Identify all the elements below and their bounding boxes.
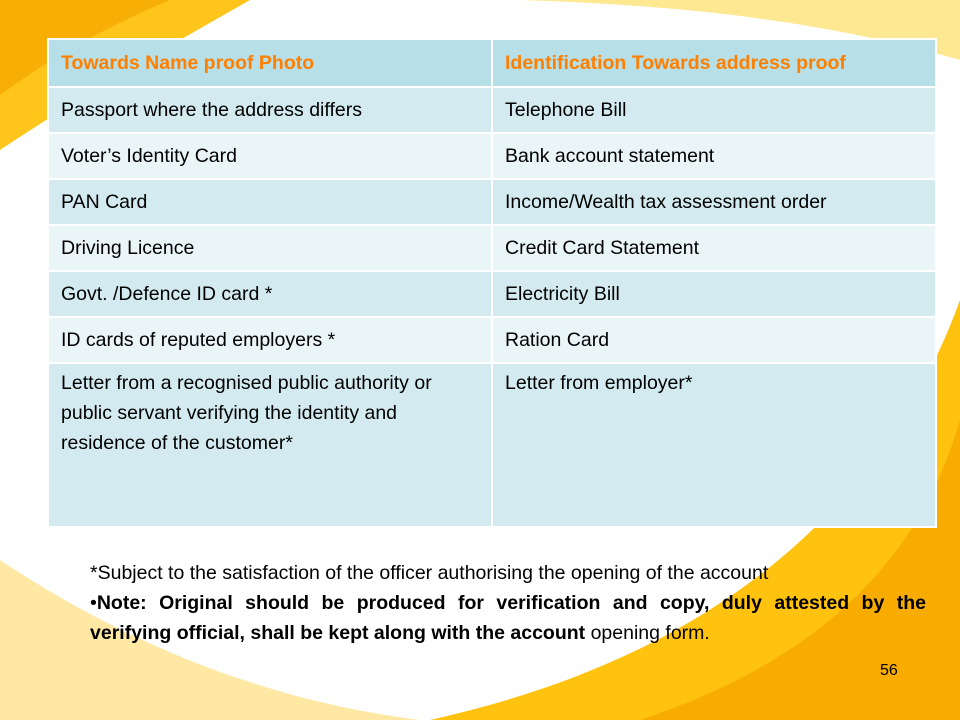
address-proof-cell: Bank account statement [492,133,936,179]
page-number: 56 [880,662,898,679]
id-proof-table [47,38,937,528]
table-row [48,317,936,363]
table-row [48,179,936,225]
notes-section [90,558,926,648]
name-proof-cell: Driving Licence [48,225,492,271]
address-proof-cell: Letter from employer* [492,363,936,527]
name-proof-cell: Passport where the address differs [48,87,492,133]
address-proof-cell: Credit Card Statement [492,225,936,271]
table-row [48,363,936,527]
header-address-proof: Identification Towards address proof [492,39,936,87]
bullet: • [90,592,97,614]
note-paragraph [90,588,926,648]
address-proof-cell: Income/Wealth tax assessment order [492,179,936,225]
table-header-row [48,39,936,87]
table-row [48,133,936,179]
footnote: *Subject to the satisfaction of the officer authorising the opening of the account [90,562,769,584]
address-proof-cell: Telephone Bill [492,87,936,133]
table-row [48,87,936,133]
name-proof-cell: ID cards of reputed employers * [48,317,492,363]
address-proof-cell: Electricity Bill [492,271,936,317]
address-proof-cell: Ration Card [492,317,936,363]
note-regular-text: opening form. [585,622,710,644]
name-proof-cell: Govt. /Defence ID card * [48,271,492,317]
table-row [48,225,936,271]
header-name-proof: Towards Name proof Photo [48,39,492,87]
name-proof-cell: Voter’s Identity Card [48,133,492,179]
name-proof-cell: PAN Card [48,179,492,225]
name-proof-cell: Letter from a recognised public authority or public servant verifying the identity and residence of the customer* [48,363,492,527]
table-row [48,271,936,317]
note-bold-text: Note: Original should be produced for verification and copy, duly attested by the verifying official, shall be kept along with the account [90,592,926,644]
